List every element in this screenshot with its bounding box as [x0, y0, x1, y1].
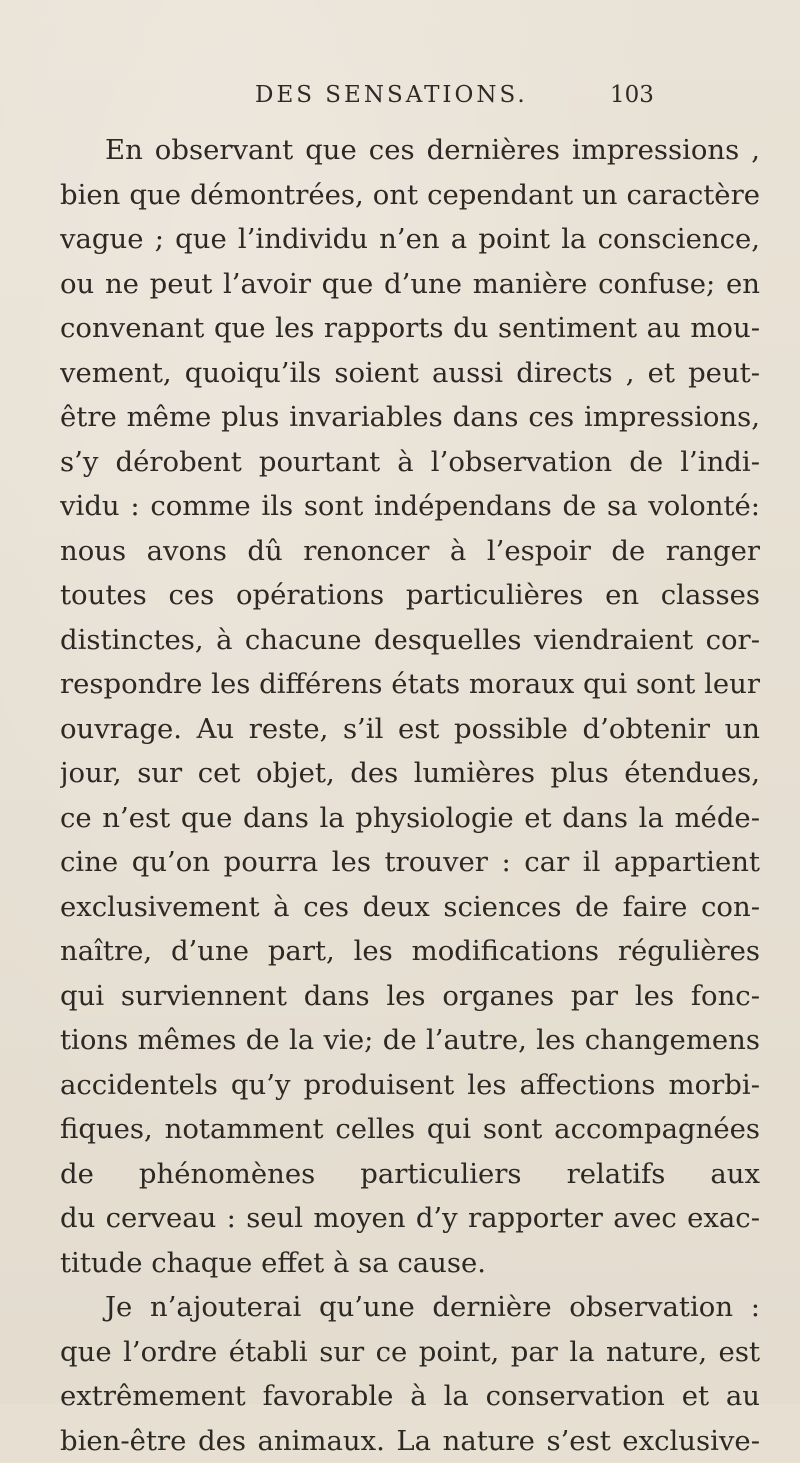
text-line: convenant que les rapports du sentiment au mou- [60, 306, 760, 351]
text-line: bien que démontrées, ont cependant un caractère [60, 173, 760, 218]
text-line: qui surviennent dans les organes par les fonc- [60, 974, 760, 1019]
text-line: toutes ces opérations particulières en classes [60, 573, 760, 618]
text-line: du cerveau : seul moyen d’y rapporter avec exac- [60, 1196, 760, 1241]
text-line: de phénomènes particuliers relatifs aux [60, 1152, 760, 1197]
text-line: ouvrage. Au reste, s’il est possible d’obtenir un [60, 707, 760, 752]
text-line: fiques, notamment celles qui sont accompagnées [60, 1107, 760, 1152]
text-line: ou ne peut l’avoir que d’une manière confuse; en [60, 262, 760, 307]
body-text [60, 128, 760, 1463]
text-line: nous avons dû renoncer à l’espoir de ranger [60, 529, 760, 574]
text-line: être même plus invariables dans ces impressions, [60, 395, 760, 440]
text-line: titude chaque effet à sa cause. [60, 1241, 760, 1286]
text-line: jour, sur cet objet, des lumières plus étendues, [60, 751, 760, 796]
running-title: DES SENSATIONS. [255, 82, 528, 108]
running-head [0, 82, 800, 122]
text-line: ce n’est que dans la physiologie et dans la méde- [60, 796, 760, 841]
page-number: 103 [610, 82, 654, 108]
text-line: extrêmement favorable à la conservation et au [60, 1374, 760, 1419]
text-line: vague ; que l’individu n’en a point la conscience, [60, 217, 760, 262]
text-line: respondre les différens états moraux qui sont leur [60, 662, 760, 707]
text-line: bien-être des animaux. La nature s’est exclusive- [60, 1419, 760, 1463]
text-line: tions mêmes de la vie; de l’autre, les changemens [60, 1018, 760, 1063]
text-line: vement, quoiqu’ils soient aussi directs , et peut- [60, 351, 760, 396]
text-line: distinctes, à chacune desquelles viendraient cor- [60, 618, 760, 663]
text-line: Je n’ajouterai qu’une dernière observation : [60, 1285, 760, 1330]
text-line: accidentels qu’y produisent les affections morbi- [60, 1063, 760, 1108]
text-line: exclusivement à ces deux sciences de faire con- [60, 885, 760, 930]
text-line: naître, d’une part, les modifications régulières [60, 929, 760, 974]
text-line: vidu : comme ils sont indépendans de sa volonté: [60, 484, 760, 529]
text-line: s’y dérobent pourtant à l’observation de l’indi- [60, 440, 760, 485]
text-line: que l’ordre établi sur ce point, par la nature, est [60, 1330, 760, 1375]
text-line: cine qu’on pourra les trouver : car il appartient [60, 840, 760, 885]
text-line: En observant que ces dernières impressions , [60, 128, 760, 173]
